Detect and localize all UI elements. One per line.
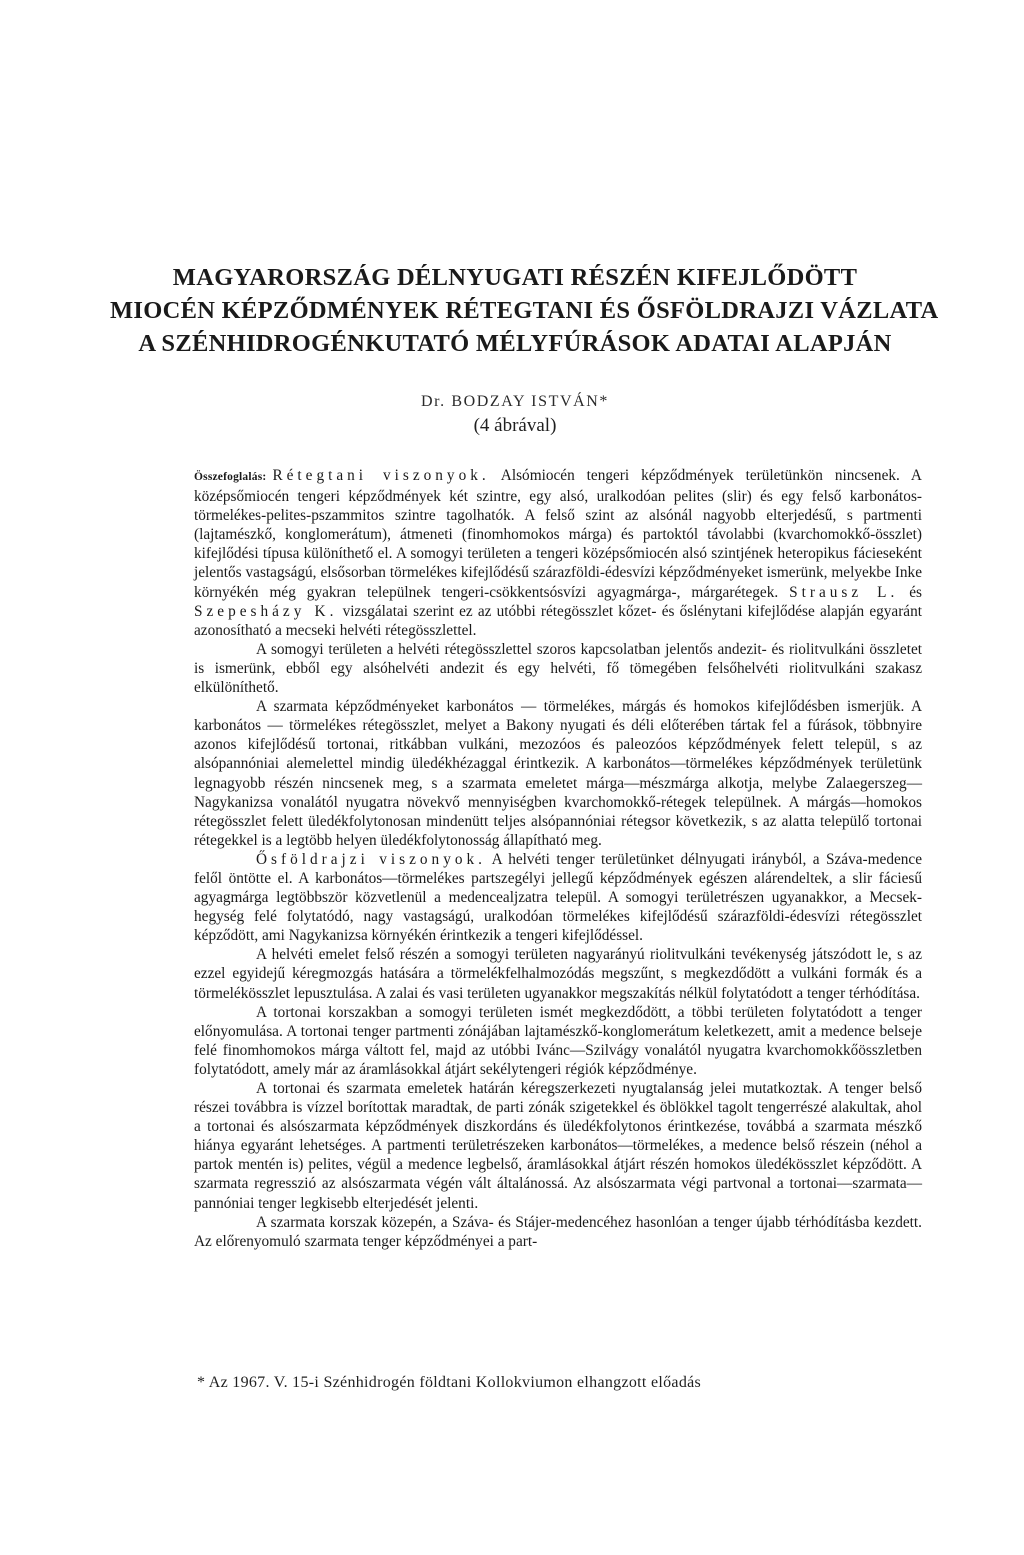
title-line-2: MIOCÉN KÉPZŐDMÉNYEK RÉTEGTANI ÉS ŐSFÖLDRAJZI VÁZLATA (110, 297, 939, 324)
summary-paragraph-4 (194, 850, 922, 945)
summary-label: Összefoglalás: (194, 471, 267, 483)
summary-paragraph-5: A helvéti emelet felső részén a somogyi területen nagyarányú riolitvulkáni tevékenység játszódott le, s az ezzel egyidejű kéregmozgás hatására a törmelékfelhalmozódás megszűnt, s megkezdődött a vulkáni formák és a törmelékösszlet lepusztulása. A zalai és vasi területen ugyanakkor megszakítás nélkül folytatódott a tenger térhódítása. (194, 946, 922, 1002)
title-line-1: MAGYARORSZÁG DÉLNYUGATI RÉSZÉN KIFEJLŐDÖTT (172, 264, 858, 291)
author-reference-2: Szepesházy K. (194, 602, 338, 620)
paragraph-text: Alsómiocén tengeri képződmények területünkön nincsenek. A középsőmiocén tengeri képződmények két szintre, egy alsó, uralkodóan pelites (slir) és egy felső karbonátos-törmelékes-pelites-pszammitos szintre tagolhatók. A felső szint az alsónál nagyobb elterjedésű, s partmenti (lajtamészkő, konglomerátum), átmeneti (finomhomokos márga) és partoktól távolabbi (kvarchomokkő-összlet) kifejlődési típusa különíthető el. A somogyi területen a tengeri középsőmiocén alsó szintjének heteropikus fácieseként jelentős vastagságú, elsősorban törmelékes kifejlődésű szárazföldi-édesvízi képződményeket ismerünk, melyekbe Inke környékén még gyakran települnek tengeri-csökkentsósvízi agyagmárga-, márgarétegek. (194, 467, 922, 601)
section-heading-paleogeography: Ősföldrajzi viszonyok. (256, 850, 486, 868)
summary-paragraph-3: A szarmata képződményeket karbonátos — törmelékes, márgás és homokos kifejlődésben ismerjük. A karbonátos — törmelékes rétegösszlet, melyet a Bakony nyugati és déli előterében tártak fel a fúrások, többnyire azonos kifejlődésű tortonai, ritkábban vulkáni, mezozóos és paleozóos képződmények felett települ, s az alsópannóniai alemelettel mindig üledékhézaggal érintkezik. A karbonátos—törmelékes képződmények területünk legnagyobb részén nincsenek meg, s a szarmata emeletet márga—mészmárga alkotja, melybe Zalaegerszeg—Nagykanizsa vonalától nyugatra növekvő mennyiségben kvarchomokkő-rétegek települnek. A márgás—homokos rétegösszlet felett üledékfolytonosan mindenütt teljes alsópannóniai rétegsor következik, s az alatta települő tortonai rétegekkel is a legtöbb helyen üledékfolytonosság állapítható meg. (194, 698, 922, 849)
paragraph-text: és (898, 583, 922, 601)
summary-body (194, 466, 922, 1251)
paragraph-text: vizsgálatai szerint ez az utóbbi rétegösszlet kőzet- és őslénytani kifejlődése alapján egyaránt azonosítható a mecseki helvéti rétegösszlettel. (194, 602, 922, 639)
summary-paragraph-6: A tortonai korszakban a somogyi területen ismét megkezdődött, a többi területen folytatódott a tenger előnyomulása. A tortonai tenger partmenti zónájában lajtamészkő-konglomerátum keletkezett, amit a medence belseje felé finomhomokos márga váltott fel, majd az utóbbi Ivánc—Szilvágy vonalától nyugatra kvarchomokkőösszletben folytatódott, amely már az áramlásokkal átjárt sekélytengeri régiók képződménye. (194, 1003, 922, 1078)
footnote: * Az 1967. V. 15-i Szénhidrogén földtani Kollokviumon elhangzott előadás (197, 1374, 702, 1391)
summary-paragraph-8: A szarmata korszak közepén, a Száva- és Stájer-medencéhez hasonlóan a tenger újabb térhódításba kezdett. Az előrenyomuló szarmata tenger képződményei a part- (194, 1213, 922, 1250)
figures-note: (4 ábrával) (473, 415, 557, 436)
summary-paragraph-1 (194, 466, 922, 640)
author-name: Dr. BODZAY ISTVÁN* (420, 393, 610, 410)
summary-paragraph-2: A somogyi területen a helvéti rétegösszlettel szoros kapcsolatban jelentős andezit- és riolitvulkáni összletet is ismerünk, ebből egy alsóhelvéti andezit és egy helvéti, fő tömegében felsőhelvéti riolitvulkáni szakasz elkülöníthető. (194, 640, 922, 697)
paragraph-text: A helvéti tenger területünket délnyugati irányból, a Száva-medence felől öntötte el. A karbonátos—törmelékes partszegélyi jellegű képződmények egészen alárendeltek, a slir fáciesű agyagmárga legtöbbször közvetlenül a medencealjzatra települ. A somogyi területrészen ugyanakkor, a Mecsek-hegység felé folytatódó, nagy vastagságú, uralkodóan törmelékes kifejlődésű szárazföldi-édesvízi rétegösszlet képződött, ami Nagykanizsa környékén érintkezik a tengeri kifejlődéssel. (194, 850, 922, 945)
author-reference-1: Strausz L. (789, 583, 899, 601)
summary-paragraph-7: A tortonai és szarmata emeletek határán kéregszerkezeti nyugtalanság jelei mutatkoztak. A tenger belső részei továbbra is vízzel borítottak maradtak, de parti zónák szigetekkel és öblökkel tagolt tengerrészé alakultak, ahol a tortonai és alsószarmata képződmények diszkordáns és üledékfolytonos érintkezése, továbbá a szarmata mészkő hiánya egyaránt lehetséges. A partmenti területrészeken karbonátos—törmelékes, a medence belső részein (néhol a partok mentén is) pelites, végül a medence legbelső, áramlásokkal átjárt részén homokos üledékösszlet képződött. A szarmata regresszió az alsószarmata végén vált általánossá. Az alsószarmata végi partvonal a tortonai—szarmata—pannóniai tenger legkisebb elterjedését jelenti. (194, 1080, 922, 1212)
title-line-3: A SZÉNHIDROGÉNKUTATÓ MÉLYFÚRÁSOK ADATAI ALAPJÁN (138, 330, 892, 357)
section-heading-stratigraphy: Rétegtani viszonyok. (272, 467, 490, 484)
paper-title (110, 261, 939, 360)
